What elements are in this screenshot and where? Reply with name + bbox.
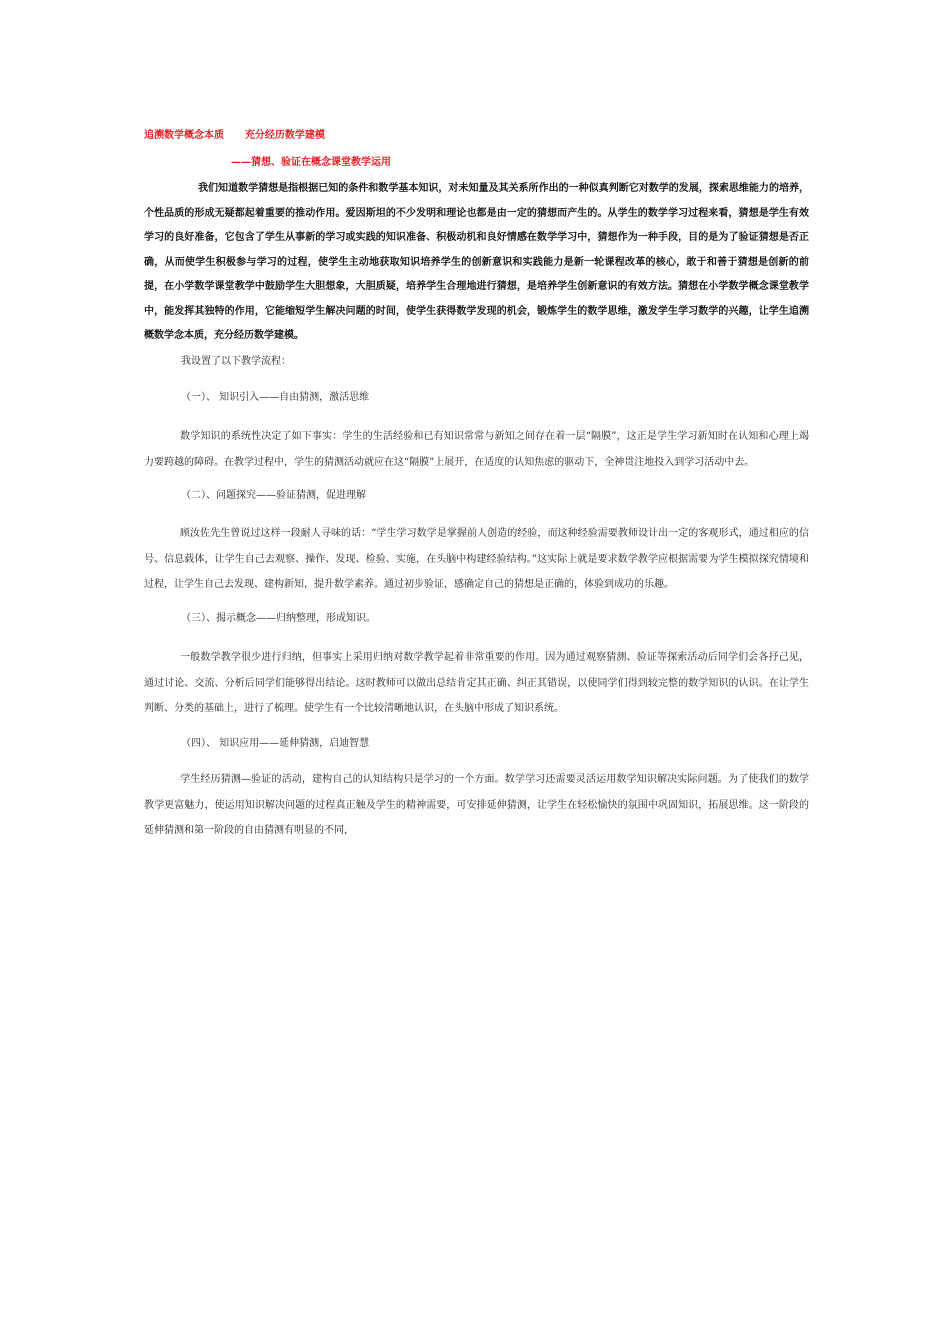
section-body-3	[144, 645, 809, 722]
intro-paragraph	[144, 177, 809, 349]
section-heading-4: （四）、 知识应用——延伸猜测，启迪智慧	[181, 738, 370, 749]
section-body-2	[144, 521, 809, 598]
section-body-1-text: 数学知识的系统性决定了如下事实：学生的生活经验和已有知识常常与新知之间存在着一层“隔膜”，这正是学生学习新知时在认知和心理上竭力要跨越的障碍。在教学过程中，学生的猜测活动就应在这“隔膜”上展开，在适度的认知焦虑的驱动下，全神贯注地投入到学习活动中去。	[144, 431, 809, 468]
section-body-4-text: 学生经历猜测—验证的活动，建构自己的认知结构只是学习的一个方面。数学学习还需要灵活运用数学知识解决实际问题。为了使我们的数学教学更富魅力，使运用知识解决问题的过程真正触及学生的精神需要，可安排延伸猜测，让学生在轻松愉快的氛围中巩固知识，拓展思维。这一阶段的延伸猜测和第一阶段的自由猜测有明显的不同，	[144, 774, 809, 836]
section-body-4	[144, 767, 809, 844]
document-title: 追溯数学概念本质 充分经历数学建模	[144, 130, 325, 141]
section-heading-2: （二）、问题探究——验证猜测，促进理解	[181, 490, 366, 501]
section-body-1	[144, 424, 809, 475]
section-body-2-text: 顾汝佐先生曾说过这样一段耐人寻味的话：“学生学习数学是掌握前人创造的经验，而这种经验需要教师设计出一定的客观形式，通过相应的信号、信息载体，让学生自己去观察、操作、发现、检验、实施，在头脑中构建经验结构。”这实际上就是要求数学教学应根据需要为学生模拟探究情境和过程，让学生自己去发现、建构新知，提升数学素养。通过初步验证，感确定自己的猜想是正确的，体验到成功的乐趣。	[144, 528, 809, 590]
document-subtitle: ——猜想、验证在概念课堂教学运用	[231, 157, 391, 168]
section-heading-3: （三）、揭示概念——归纳整理，形成知识。	[181, 613, 376, 624]
section-heading-1: （一）、 知识引入——自由猜测，激活思维	[181, 392, 370, 403]
section-body-3-text: 一般数学教学很少进行归纳，但事实上采用归纳对数学教学起着非常重要的作用。因为通过观察猜测、验证等探索活动后同学们会各抒己见，通过讨论、交流、分析后同学们能够得出结论。这时教师可以做出总结肯定其正确、纠正其错误，以使同学们得到较完整的数学知识的认识。在让学生判断、分类的基础上，进行了梳理。使学生有一个比较清晰地认识，在头脑中形成了知识系统。	[144, 652, 809, 714]
process-intro: 我设置了以下教学流程：	[181, 356, 291, 367]
intro-text: 我们知道数学猜想是指根据已知的条件和数学基本知识，对未知量及其关系所作出的一种似真判断它对数学的发展，探索思维能力的培养，个性品质的形成无疑都起着重要的推动作用。爱因斯坦的不少发明和理论也都是由一定的猜想而产生的。从学生的数学学习过程来看，猜想是学生有效学习的良好准备，它包含了学生从事新的学习或实践的知识准备、积极动机和良好情感在数学学习中，猜想作为一种手段，目的是为了验证猜想是否正确，从而使学生积极参与学习的过程，使学生主动地获取知识培养学生的创新意识和实践能力是新一轮课程改革的核心，敢于和善于猜想是创新的前提，在小学数学课堂教学中鼓励学生大胆想象，大胆质疑，培养学生合理地进行猜想，是培养学生创新意识的有效方法。猜想在小学数学概念课堂教学中，能发挥其独特的作用，它能缩短学生解决问题的时间，使学生获得数学发现的机会，锻炼学生的数学思维，激发学生学习数学的兴趣，让学生追溯概数学念本质，充分经历数学建模。	[144, 183, 809, 341]
